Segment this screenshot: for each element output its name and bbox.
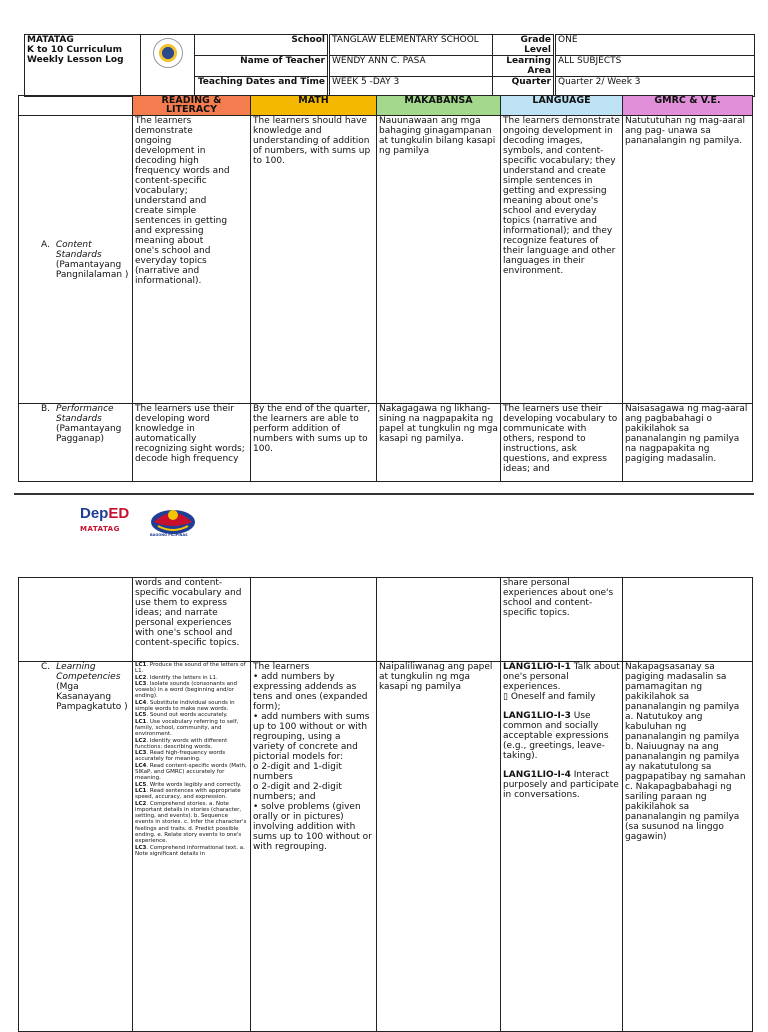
- content-language: The learners demonstrate ongoing development in decoding images, symbols, and content-specific vocabulary; they understand and create simple sentences in getting and expressing meaning about one's school and everyday topics (narrative and informational); and they recognize features of their language and other languages in their environment.: [501, 116, 623, 404]
- matatag-logo-text: MATATAG: [80, 525, 120, 533]
- reading-competency-code: LC3: [135, 680, 147, 687]
- performance-title: Performance Standards: [56, 404, 114, 424]
- reading-competency-code: LC2: [135, 737, 147, 744]
- column-header-math: MATH: [251, 96, 377, 116]
- language-competency-text: Use common and socially acceptable expressions (e.g., greetings, leave-taking).: [503, 711, 609, 761]
- reading-competency-text: . Comprehend informational text. a. Note significant details in: [135, 844, 245, 857]
- deped-seal-icon: [153, 38, 183, 68]
- reading-competency-text: . Comprehend stories. a. Note important details in stories (character, setting, and events). b. Sequence events in stories. c. Infer the character's feelings and traits. d. Predict possible ending. e. Relate story events to one's experience.: [135, 800, 247, 845]
- column-header-makabansa: MAKABANSA: [377, 96, 501, 116]
- performance-makabansa: Nakagagawa ng likhang-sining na nagpapakita ng papel at tungkulin ng mga kasapi ng pamilya.: [377, 404, 501, 482]
- reading-competency-text: . Read sentences with appropriate speed, accuracy, and expression.: [135, 787, 241, 801]
- column-header-reading: READING & LITERACY: [133, 96, 251, 116]
- area-value: ALL SUBJECTS: [555, 56, 755, 77]
- competencies-sub: (Mga Kasanayang Pampagkatuto ): [56, 682, 128, 712]
- reading-competency-code: LC3: [135, 844, 147, 851]
- reading-competency-item: [135, 750, 248, 763]
- reading-competency-text: . Use vocabulary referring to self, family, school, community, and environment.: [135, 718, 239, 738]
- language-competency-item: [503, 770, 620, 800]
- reading-competency-text: . Produce the sound of the letters of L1.: [135, 662, 246, 675]
- column-header-blank: [19, 96, 133, 116]
- reading-competency-item: [135, 788, 248, 801]
- reading-competency-code: LC1: [135, 787, 147, 794]
- performance-math: By the end of the quarter, the learners are able to perform addition of numbers with sums up to 100.: [251, 404, 377, 482]
- header-table: [24, 34, 755, 97]
- reading-competency-code: LC1: [135, 718, 147, 725]
- grade-label: Grade Level: [493, 35, 555, 56]
- reading-competency-item: [135, 763, 248, 782]
- dates-label: Teaching Dates and Time: [195, 77, 329, 97]
- content-gmrc: Natututuhan ng mag-aaral ang pag- unawa sa pananalangin ng pamilya.: [623, 116, 753, 404]
- reading-competency-item: [135, 719, 248, 738]
- language-competency-text: Interact purposely and participate in conversations.: [503, 770, 619, 800]
- reading-competency-code: LC4: [135, 762, 147, 769]
- competencies-label: [19, 662, 133, 1032]
- teacher-value: WENDY ANN C. PASA: [329, 56, 493, 77]
- reading-competency-item: [135, 845, 248, 858]
- reading-competency-text: . Read content-specific words (Math, SIKaP, and GMRC) accurately for meaning.: [135, 762, 247, 782]
- reading-competency-text: . Identify the letters in L1.: [146, 674, 218, 681]
- competencies-title: Learning Competencies: [56, 662, 121, 682]
- reading-competency-code: LC1: [135, 662, 147, 668]
- language-competency-item: [503, 711, 620, 761]
- performance-reading: The learners use their developing word knowledge in automatically recognizing sight words; decode high frequency: [133, 404, 251, 482]
- reading-competency-list: [135, 662, 248, 857]
- language-competency-item: [503, 662, 620, 702]
- content-title: Content Standards: [55, 239, 102, 260]
- column-header-gmrc: GMRC & V.E.: [623, 96, 753, 116]
- column-header-language: LANGUAGE: [501, 96, 623, 116]
- reading-competency-code: LC5: [135, 781, 147, 788]
- header-brand-line-1: MATATAG: [27, 35, 74, 45]
- performance-cont-row: [19, 578, 753, 662]
- reading-competency-text: . Sound out words accurately.: [146, 712, 228, 719]
- quarter-label: Quarter: [493, 77, 555, 97]
- competencies-row: [19, 662, 753, 1032]
- reading-competency-code: LC3: [135, 750, 147, 757]
- competencies-letter: C.: [41, 662, 51, 672]
- reading-competency-code: LC4: [135, 699, 147, 706]
- performance-cont-gmrc: [623, 578, 753, 662]
- dates-value: WEEK 5 -DAY 3: [329, 77, 493, 97]
- performance-standards-label: [19, 404, 133, 482]
- reading-competency-code: LC5: [135, 712, 147, 719]
- reading-competency-text: . Read high-frequency words accurately for meaning.: [135, 750, 226, 763]
- language-competency-code: LANG1LIO-I-1: [503, 662, 571, 672]
- content-reading: The learners demonstrate ongoing development in decoding high frequency words and content-specific vocabulary; understand and create simple sentences in getting and expressing meaning about one's school and everyday topics (narrative and informational).: [133, 116, 251, 404]
- reading-competency-text: . Write words legibly and correctly.: [146, 781, 242, 788]
- reading-competency-code: LC2: [135, 800, 147, 807]
- grade-value: ONE: [555, 35, 755, 56]
- language-competency-extra: ▯ Oneself and family: [503, 692, 596, 702]
- competencies-reading: [133, 662, 251, 1032]
- content-standards-row: [19, 116, 753, 404]
- content-standards-label: [19, 116, 133, 404]
- content-letter: A.: [41, 239, 50, 250]
- language-competency-code: LANG1LIO-I-4: [503, 770, 571, 780]
- competencies-language: [501, 662, 623, 1032]
- performance-sub: (Pamantayang Pagganap): [56, 424, 122, 444]
- performance-cont-math: [251, 578, 377, 662]
- performance-cont-reading: words and content-specific vocabulary and use them to express ideas; and narrate personal experiences with one's school and content-specific topics.: [133, 578, 251, 662]
- deped-logo-ed: ED: [108, 505, 130, 522]
- teacher-label: Name of Teacher: [195, 56, 329, 77]
- column-header-row: [19, 96, 753, 116]
- performance-cont-language: share personal experiences about one's school and content-specific topics.: [501, 578, 623, 662]
- deped-logo-dep: Dep: [80, 505, 109, 522]
- reading-competency-item: [135, 700, 248, 713]
- competencies-gmrc: Nakapagsasanay sa pagiging madasalin sa pamamagitan ng pakikilahok sa pananalangin ng pamilya a. Natutukoy ang kabuluhan ng pananalangin ng pamilya b. Naiuugnay na ang pananalangin ng pamilya ay nakatutulong sa pagpapatibay ng samahan c. Nakapagbabahagi ng sariling paraan ng pakikilahok sa pananalangin ng pamilya (sa susunod na linggo gagawin): [623, 662, 753, 1032]
- performance-cont-label: [19, 578, 133, 662]
- language-competency-text: Talk about one's personal experiences.: [503, 662, 620, 692]
- lesson-table-page-1: [18, 95, 753, 482]
- page-separator: [14, 493, 754, 495]
- competencies-makabansa: Naipaliliwanag ang papel at tungkulin ng mga kasapi ng pamilya: [377, 662, 501, 1032]
- school-value: TANGLAW ELEMENTARY SCHOOL: [329, 35, 493, 56]
- performance-letter: B.: [41, 404, 51, 414]
- header-brand: [25, 35, 141, 97]
- reading-competency-code: LC2: [135, 674, 147, 681]
- language-competency-list: [503, 662, 620, 800]
- lesson-table-page-2: [18, 577, 753, 1032]
- deped-logo: [80, 505, 129, 522]
- reading-competency-item: [135, 738, 248, 751]
- reading-competency-text: . Isolate sounds (consonants and vowels) in a word (beginning and/or ending).: [135, 680, 237, 700]
- header-brand-line-2: K to 10 Curriculum: [27, 45, 122, 55]
- header-brand-line-3: Weekly Lesson Log: [27, 55, 124, 65]
- bagong-pilipinas-text: BAGONG PILIPINAS: [150, 533, 188, 537]
- area-label: Learning Area: [493, 56, 555, 77]
- reading-competency-item: [135, 681, 248, 700]
- reading-competency-text: . Identify words with different functions: describing words.: [135, 737, 228, 750]
- language-competency-code: LANG1LIO-I-3: [503, 711, 571, 721]
- reading-competency-text: . Substitute individual sounds in simple words to make new words.: [135, 699, 235, 713]
- performance-standards-row: [19, 404, 753, 482]
- performance-language: The learners use their developing vocabulary to communicate with others, respond to instructions, ask questions, and express ideas; and: [501, 404, 623, 482]
- quarter-value: Quarter 2/ Week 3: [555, 77, 755, 97]
- competencies-math: The learners • add numbers by expressing addends as tens and ones (expanded form); • add numbers with sums up to 100 without or with regrouping, using a variety of concrete and pictorial models for: o 2-digit and 1-digit numbers o 2-digit and 2-digit numbers; and • solve problems (given orally or in pictures) involving addition with sums up to 100 without or with regrouping.: [251, 662, 377, 1032]
- content-sub: (Pamantayang Pangnilalaman ): [55, 259, 129, 280]
- performance-cont-makabansa: [377, 578, 501, 662]
- performance-gmrc: Naisasagawa ng mag-aaral ang pagbabahagi o pakikilahok sa pananalangin ng pamilya na nagpapakita ng pagiging madasalin.: [623, 404, 753, 482]
- reading-competency-item: [135, 662, 248, 675]
- content-math: The learners should have knowledge and understanding of addition of numbers, with sums up to 100.: [251, 116, 377, 404]
- seal-cell: [141, 35, 195, 97]
- reading-competency-item: [135, 801, 248, 845]
- content-makabansa: Nauunawaan ang mga bahaging ginagampanan at tungkulin bilang kasapi ng pamilya: [377, 116, 501, 404]
- school-label: School: [195, 35, 329, 56]
